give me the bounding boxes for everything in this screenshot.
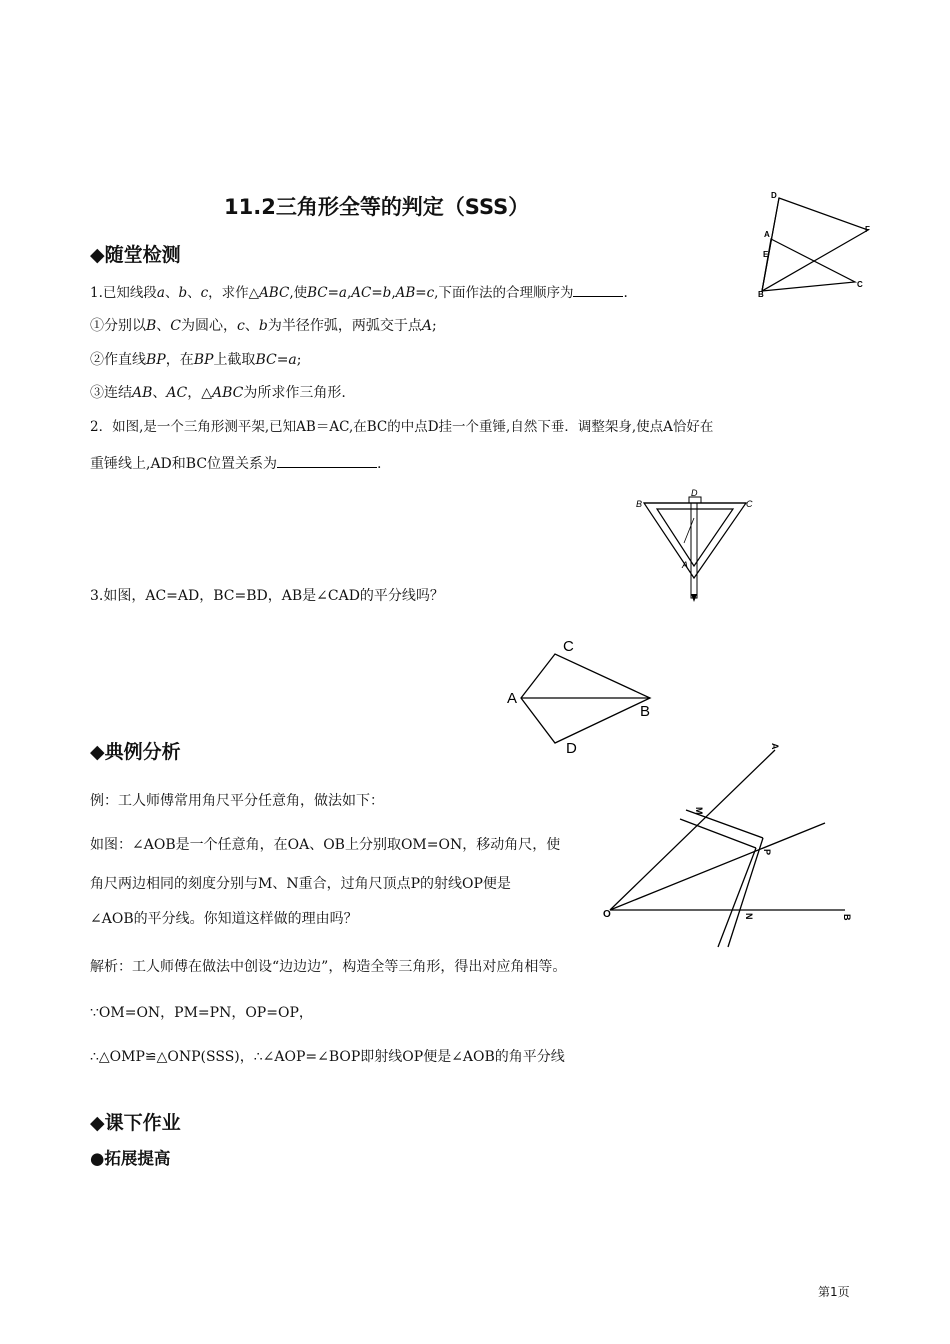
q1-answer-blank[interactable] bbox=[573, 282, 623, 297]
q2-line-2: 重锤线上,AD和BC位置关系为 . bbox=[90, 453, 382, 473]
fig4-label-o: O bbox=[603, 909, 611, 920]
figure-triangles-def-abc bbox=[750, 185, 880, 305]
fig4-label-b: B bbox=[842, 914, 852, 921]
fig1-label-e: E bbox=[763, 250, 769, 259]
section-heading-in-class: ◆随堂检测 bbox=[90, 244, 181, 266]
subsection-heading-extension: ●拓展提高 bbox=[90, 1149, 171, 1168]
fig2-label-c: C bbox=[746, 499, 753, 509]
section-heading-examples: ◆典例分析 bbox=[90, 741, 181, 763]
section-heading-homework: ◆课下作业 bbox=[90, 1112, 181, 1134]
fig3-label-b: B bbox=[640, 703, 651, 720]
q3-line-1: 3.如图，AC=AD，BC=BD，AB是∠CAD的平分线吗？ bbox=[90, 588, 444, 604]
q2-line-1: 2．如图,是一个三角形测平架,已知AB＝AC,在BC的中点D挂一个重锤,自然下垂．调整架身,使点A恰好在 bbox=[90, 419, 714, 435]
fig3-label-c: C bbox=[563, 638, 574, 655]
figure-angle-bisector bbox=[600, 735, 860, 955]
fig2-label-a: A bbox=[682, 560, 689, 570]
example-para-2: 角尺两边相同的刻度分别与M、N重合，过角尺顶点P的射线OP便是 bbox=[90, 876, 511, 892]
q1-step-3: ③连结AB、AC，△ABC为所求作三角形. bbox=[90, 385, 346, 401]
q1-step-2: ②作直线BP，在BP上截取BC=a; bbox=[90, 352, 302, 368]
fig1-label-b: B bbox=[758, 290, 764, 299]
fig3-label-a: A bbox=[507, 690, 518, 707]
fig1-label-a: A bbox=[764, 230, 770, 239]
example-para-1: 如图：∠AOB是一个任意角，在OA、OB上分别取OM=ON，移动角尺，使 bbox=[90, 837, 561, 853]
figure-level-frame bbox=[630, 488, 760, 606]
page-number: 第1页 bbox=[818, 1285, 850, 1299]
example-para-3: ∠AOB的平分线。你知道这样做的理由吗？ bbox=[90, 911, 358, 927]
example-therefore: ∴△OMP≌△ONP(SSS)，∴∠AOP=∠BOP即射线OP便是∠AOB的角平分线 bbox=[90, 1049, 565, 1065]
page-title: 11.2三角形全等的判定（SSS） bbox=[224, 195, 530, 219]
q2-answer-blank[interactable] bbox=[277, 453, 377, 468]
example-analysis: 解析：工人师傅在做法中创设“边边边”，构造全等三角形，得出对应角相等。 bbox=[90, 959, 567, 975]
example-because: ∵OM=ON，PM=PN，OP=OP， bbox=[90, 1005, 313, 1021]
q1-step-1: ①分别以B、C为圆心，c、b为半径作弧，两弧交于点A; bbox=[90, 318, 437, 334]
fig4-label-p: P bbox=[762, 849, 772, 856]
fig1-label-c: C bbox=[857, 280, 863, 289]
fig2-label-b: B bbox=[636, 499, 643, 509]
fig4-label-m: M bbox=[694, 807, 704, 815]
fig4-label-a: A bbox=[770, 743, 780, 750]
q1-stem: 1.已知线段a、b、c，求作△ABC,使BC=a,AC=b,AB=c,下面作法的合理顺序为 . bbox=[90, 281, 628, 301]
fig3-label-d: D bbox=[566, 740, 577, 757]
fig1-label-d: D bbox=[771, 191, 777, 200]
fig1-label-f: F bbox=[865, 225, 870, 234]
fig2-label-d: D bbox=[691, 488, 698, 498]
example-intro: 例：工人师傅常用角尺平分任意角，做法如下： bbox=[90, 793, 384, 809]
fig4-label-n: N bbox=[744, 913, 754, 920]
